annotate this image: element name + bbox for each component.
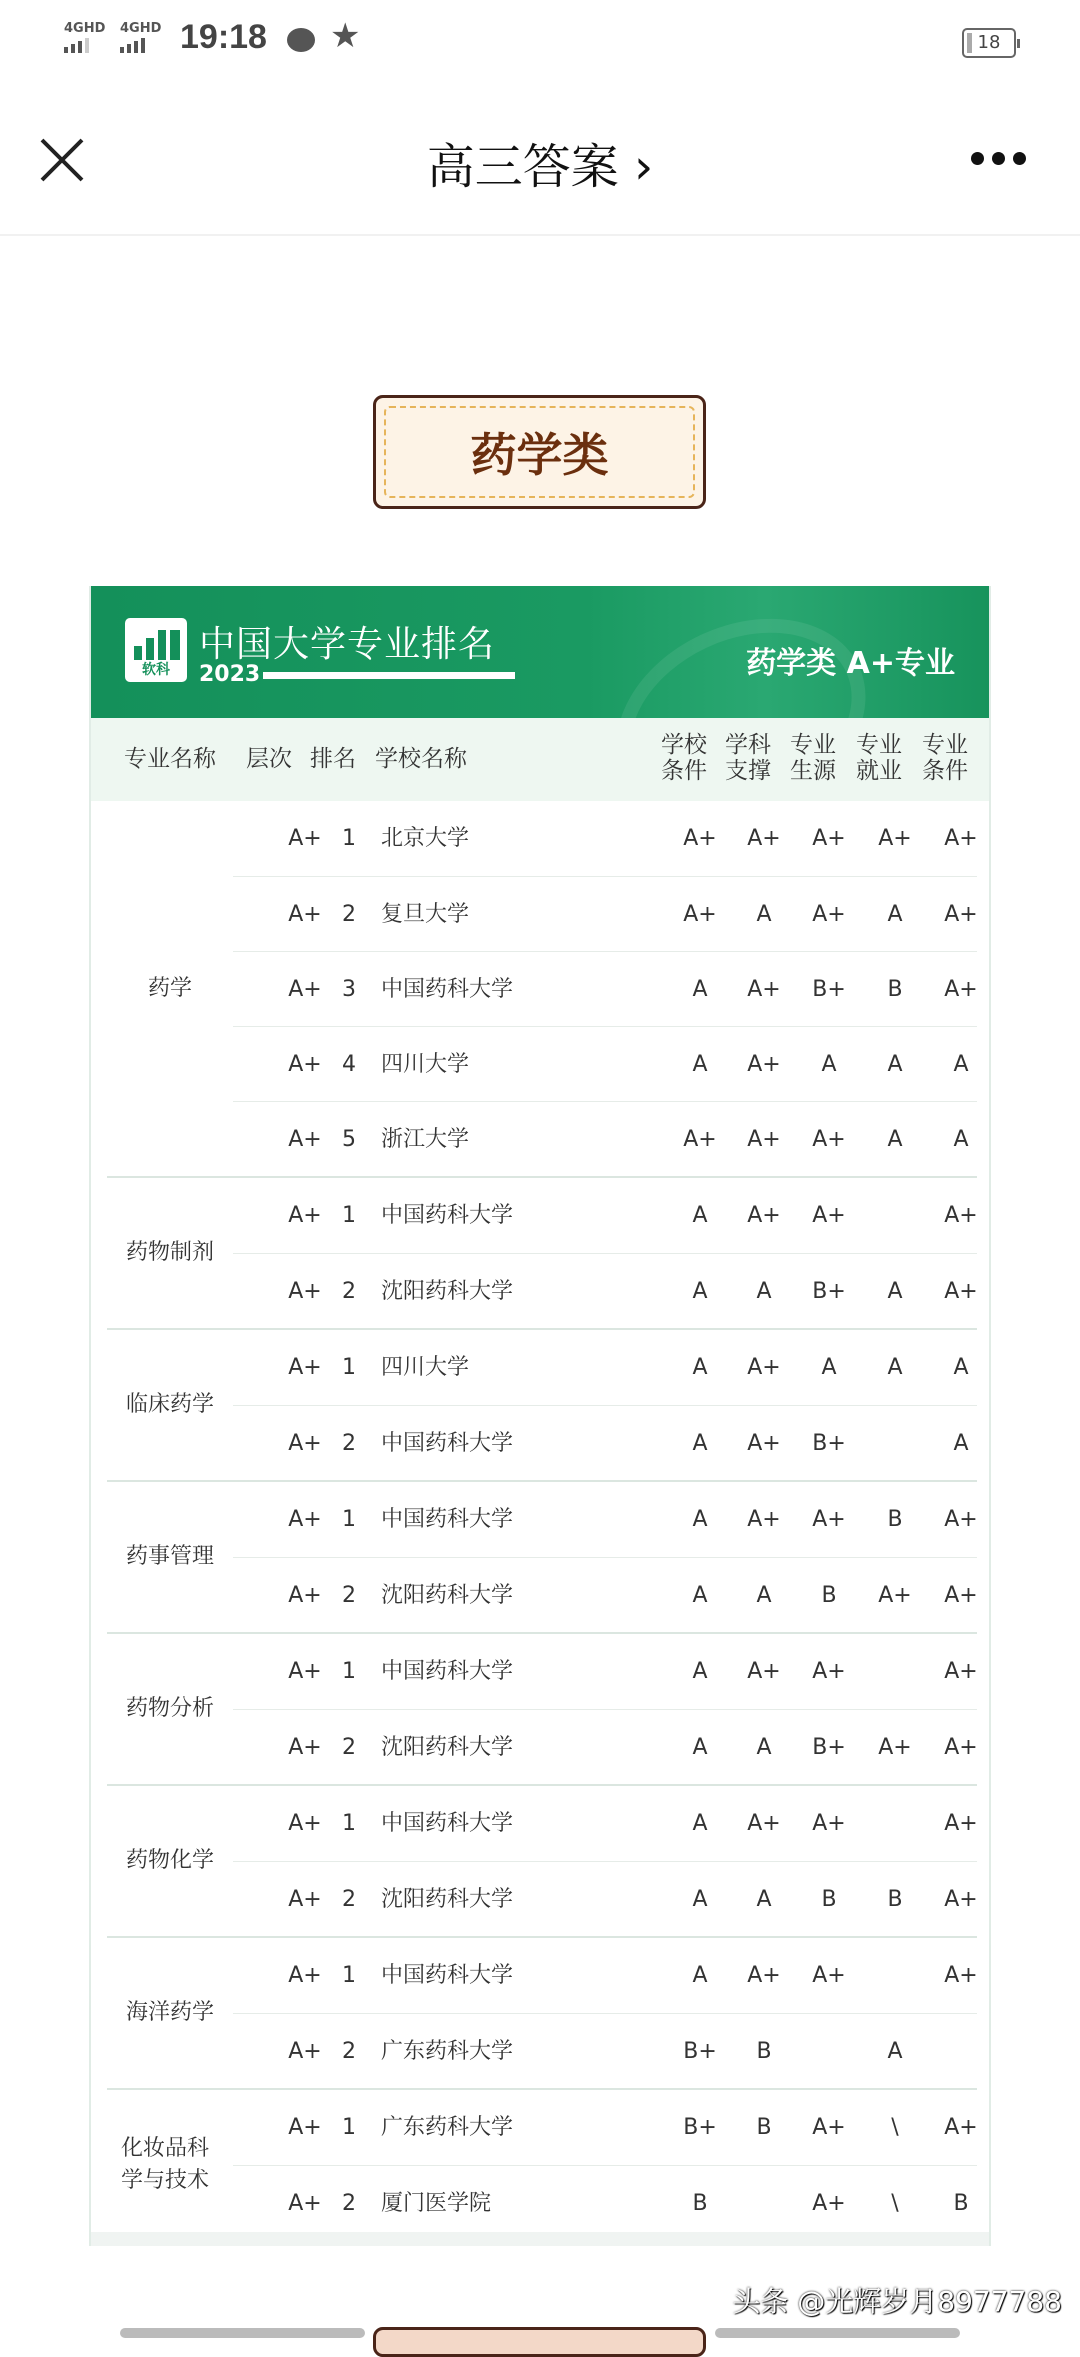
rank-cell: 1 [342, 1355, 356, 1380]
category-label: 药学类 [384, 406, 695, 498]
clock: 19:18 [180, 18, 267, 56]
grade-cell: A+ [747, 1431, 781, 1456]
table-row [233, 2165, 977, 2240]
grade-cell: A [887, 1355, 903, 1380]
grade-cell: B [756, 2115, 772, 2140]
school-cell: 沈阳药科大学 [381, 1279, 514, 1304]
grade-cell: B+ [812, 977, 846, 1002]
level-cell: A+ [288, 2115, 322, 2140]
brand-title: 中国大学专业排名 [199, 624, 496, 665]
column-header: 专业 就业 [856, 732, 902, 784]
school-cell: 中国药科大学 [381, 1659, 514, 1684]
grade-cell: A+ [812, 1811, 846, 1836]
grade-cell: A+ [878, 1583, 912, 1608]
table-row [233, 951, 977, 1026]
column-header: 学科 支撑 [725, 732, 771, 784]
school-cell: 中国药科大学 [381, 977, 514, 1002]
level-cell: A+ [288, 1735, 322, 1760]
grade-cell: A+ [683, 826, 717, 851]
grade-cell: A [953, 1355, 969, 1380]
grade-cell: A+ [878, 1735, 912, 1760]
school-cell: 广东药科大学 [381, 2115, 514, 2140]
rank-cell: 1 [342, 1811, 356, 1836]
rank-cell: 1 [342, 1203, 356, 1228]
level-cell: A+ [288, 826, 322, 851]
grade-cell: A+ [812, 1203, 846, 1228]
grade-cell: A+ [944, 1811, 978, 1836]
year: 2023 [199, 662, 261, 687]
major-name: 药学 [147, 975, 192, 1001]
grade-cell: A+ [747, 1659, 781, 1684]
grade-cell: A [692, 1963, 708, 1988]
grade-cell: A+ [747, 826, 781, 851]
grade-cell: A+ [812, 1127, 846, 1152]
grade-cell: A [756, 1735, 772, 1760]
rank-cell: 2 [342, 902, 356, 927]
table-row [233, 1557, 977, 1632]
brand-logo [125, 618, 187, 682]
table-row [233, 2090, 977, 2165]
major-name: 药物分析 [125, 1696, 214, 1721]
grade-cell: A+ [747, 977, 781, 1002]
grade-cell: A [821, 1355, 837, 1380]
grade-cell: A [692, 1659, 708, 1684]
star-icon: ★ [330, 16, 361, 56]
table-row [233, 1709, 977, 1784]
school-cell: 沈阳药科大学 [381, 1735, 514, 1760]
grade-cell: B [692, 2191, 708, 2216]
grade-cell: A+ [812, 902, 846, 927]
grade-cell: A+ [812, 2191, 846, 2216]
column-header: 学校 条件 [661, 732, 707, 784]
grade-cell: B [821, 1887, 837, 1912]
table-row [233, 1101, 977, 1176]
rank-cell: 5 [342, 1127, 356, 1152]
major-group [107, 2090, 977, 2242]
level-cell: A+ [288, 902, 322, 927]
school-cell: 中国药科大学 [381, 1507, 514, 1532]
grade-cell: A [953, 1127, 969, 1152]
logo-text: 软科 [142, 662, 170, 678]
table-banner [91, 586, 989, 718]
school-cell: 北京大学 [381, 826, 470, 851]
school-cell: 厦门医学院 [381, 2191, 492, 2216]
table-body [91, 801, 989, 2242]
grade-cell: A [692, 1431, 708, 1456]
column-header: 排名 [310, 746, 356, 772]
school-cell: 四川大学 [381, 1052, 470, 1077]
grade-cell: A+ [747, 1811, 781, 1836]
level-cell: A+ [288, 2191, 322, 2216]
network-label: 4GHD [64, 21, 106, 36]
rank-cell: 2 [342, 1887, 356, 1912]
grade-cell: A [887, 1279, 903, 1304]
grade-cell: A+ [683, 902, 717, 927]
category-button[interactable] [373, 395, 706, 509]
grade-cell: A [692, 1203, 708, 1228]
watermark: 头条 @光辉岁月8977788 [732, 2285, 1062, 2318]
rank-cell: 2 [342, 1279, 356, 1304]
column-header: 专业 生源 [790, 732, 836, 784]
grade-cell: A+ [812, 1659, 846, 1684]
grade-cell: A+ [944, 1735, 978, 1760]
major-group [107, 1634, 977, 1786]
level-cell: A+ [288, 1203, 322, 1228]
grade-cell: A [692, 1355, 708, 1380]
level-cell: A+ [288, 1583, 322, 1608]
major-name: 海洋药学 [125, 2000, 214, 2025]
grade-cell: B+ [683, 2115, 717, 2140]
grade-cell: A+ [878, 826, 912, 851]
next-category-button[interactable] [373, 2327, 706, 2357]
grade-cell: A+ [747, 1355, 781, 1380]
grade-cell: A [887, 1127, 903, 1152]
grade-cell: B [756, 2039, 772, 2064]
grade-cell: A [756, 1887, 772, 1912]
grade-cell: A+ [944, 1887, 978, 1912]
level-cell: A+ [288, 2039, 322, 2064]
table-row [233, 801, 977, 876]
major-name: 临床药学 [125, 1392, 214, 1417]
grade-cell: B+ [683, 2039, 717, 2064]
school-cell: 中国药科大学 [381, 1963, 514, 1988]
grade-cell: A+ [683, 1127, 717, 1152]
divider [120, 2328, 365, 2338]
grade-cell: A [756, 902, 772, 927]
grade-cell: A [887, 1052, 903, 1077]
school-cell: 浙江大学 [381, 1127, 470, 1152]
grade-cell: A+ [944, 1507, 978, 1532]
grade-cell: A [692, 1507, 708, 1532]
status-bar [0, 0, 1080, 80]
grade-cell: A [692, 1735, 708, 1760]
major-group [107, 1786, 977, 1938]
table-row [233, 1178, 977, 1253]
grade-cell: A+ [747, 1127, 781, 1152]
grade-cell: A [692, 1279, 708, 1304]
grade-cell: A+ [944, 2115, 978, 2140]
level-cell: A+ [288, 1127, 322, 1152]
grade-cell: A+ [747, 1203, 781, 1228]
grade-cell: B+ [812, 1279, 846, 1304]
major-group [107, 801, 977, 1178]
school-cell: 中国药科大学 [381, 1811, 514, 1836]
more-icon[interactable] [971, 152, 1026, 165]
major-name: 药物化学 [125, 1848, 214, 1873]
grade-cell: A [692, 977, 708, 1002]
major-name: 药事管理 [125, 1544, 214, 1569]
table-subtitle: 药学类 A+专业 [746, 646, 955, 681]
signal-icon [64, 22, 105, 53]
table-row [233, 1634, 977, 1709]
grade-cell: B [821, 1583, 837, 1608]
grade-cell: A+ [944, 826, 978, 851]
grade-cell: A [692, 1811, 708, 1836]
rank-cell: 1 [342, 2115, 356, 2140]
table-row [233, 1482, 977, 1557]
column-headers [91, 718, 989, 801]
rank-cell: 2 [342, 1735, 356, 1760]
school-cell: 广东药科大学 [381, 2039, 514, 2064]
major-name: 药物制剂 [125, 1240, 214, 1265]
level-cell: A+ [288, 1279, 322, 1304]
table-row [233, 1253, 977, 1328]
grade-cell: A+ [944, 1963, 978, 1988]
network-label: 4GHD [120, 21, 162, 36]
major-group [107, 1482, 977, 1634]
table-row [233, 1405, 977, 1480]
grade-cell: A+ [812, 1507, 846, 1532]
rank-cell: 2 [342, 2039, 356, 2064]
grade-cell: A+ [944, 1659, 978, 1684]
table-row [233, 1786, 977, 1861]
grade-cell: A+ [747, 1507, 781, 1532]
grade-cell: B [887, 977, 903, 1002]
grade-cell: B+ [812, 1735, 846, 1760]
table-row [233, 1026, 977, 1101]
grade-cell: A+ [944, 1583, 978, 1608]
rank-cell: 1 [342, 1507, 356, 1532]
grade-cell: A [756, 1583, 772, 1608]
major-group [107, 1178, 977, 1330]
level-cell: A+ [288, 1507, 322, 1532]
grade-cell: \ [891, 2191, 899, 2216]
table-footer [91, 2232, 989, 2246]
grade-cell: A+ [944, 1279, 978, 1304]
rank-cell: 4 [342, 1052, 356, 1077]
grade-cell: A [692, 1887, 708, 1912]
grade-cell: A [887, 2039, 903, 2064]
rank-cell: 1 [342, 1659, 356, 1684]
column-header: 层次 [246, 746, 292, 772]
school-cell: 沈阳药科大学 [381, 1583, 514, 1608]
grade-cell: A [821, 1052, 837, 1077]
ranking-table [89, 586, 991, 2246]
rank-cell: 1 [342, 826, 356, 851]
table-row [233, 1861, 977, 1936]
grade-cell: A+ [944, 977, 978, 1002]
column-header: 专业名称 [124, 746, 216, 772]
grade-cell: A+ [812, 826, 846, 851]
rank-cell: 2 [342, 2191, 356, 2216]
divider [263, 672, 515, 679]
rank-cell: 2 [342, 1431, 356, 1456]
rank-cell: 2 [342, 1583, 356, 1608]
grade-cell: A+ [812, 2115, 846, 2140]
column-header: 学校名称 [375, 746, 467, 772]
grade-cell: B [953, 2191, 969, 2216]
grade-cell: A [692, 1583, 708, 1608]
level-cell: A+ [288, 1887, 322, 1912]
battery-icon: 18 [962, 28, 1016, 58]
grade-cell: B [887, 1507, 903, 1532]
grade-cell: A [953, 1431, 969, 1456]
grade-cell: \ [891, 2115, 899, 2140]
grade-cell: A+ [747, 1963, 781, 1988]
divider [715, 2328, 960, 2338]
school-cell: 沈阳药科大学 [381, 1887, 514, 1912]
grade-cell: A [887, 902, 903, 927]
table-row [233, 1938, 977, 2013]
school-cell: 四川大学 [381, 1355, 470, 1380]
level-cell: A+ [288, 1431, 322, 1456]
school-cell: 中国药科大学 [381, 1203, 514, 1228]
grade-cell: A [953, 1052, 969, 1077]
table-row [233, 876, 977, 951]
level-cell: A+ [288, 1659, 322, 1684]
message-icon [287, 28, 315, 52]
table-row [233, 2013, 977, 2088]
level-cell: A+ [288, 1052, 322, 1077]
grade-cell: A [756, 1279, 772, 1304]
page-title[interactable]: 高三答案 › [426, 139, 654, 195]
major-group [107, 1330, 977, 1482]
grade-cell: B+ [812, 1431, 846, 1456]
level-cell: A+ [288, 1355, 322, 1380]
signal-icon [120, 22, 161, 53]
school-cell: 中国药科大学 [381, 1431, 514, 1456]
rank-cell: 1 [342, 1963, 356, 1988]
grade-cell: A+ [747, 1052, 781, 1077]
level-cell: A+ [288, 1811, 322, 1836]
school-cell: 复旦大学 [381, 902, 470, 927]
major-name: 化妆品科学与技术 [121, 2136, 210, 2193]
nav-bar [0, 80, 1080, 236]
level-cell: A+ [288, 1963, 322, 1988]
grade-cell: A [692, 1052, 708, 1077]
table-row [233, 1330, 977, 1405]
grade-cell: B [887, 1887, 903, 1912]
level-cell: A+ [288, 977, 322, 1002]
rank-cell: 3 [342, 977, 356, 1002]
major-group [107, 1938, 977, 2090]
grade-cell: A+ [944, 1203, 978, 1228]
grade-cell: A+ [812, 1963, 846, 1988]
column-header: 专业 条件 [922, 732, 968, 784]
grade-cell: A+ [944, 902, 978, 927]
